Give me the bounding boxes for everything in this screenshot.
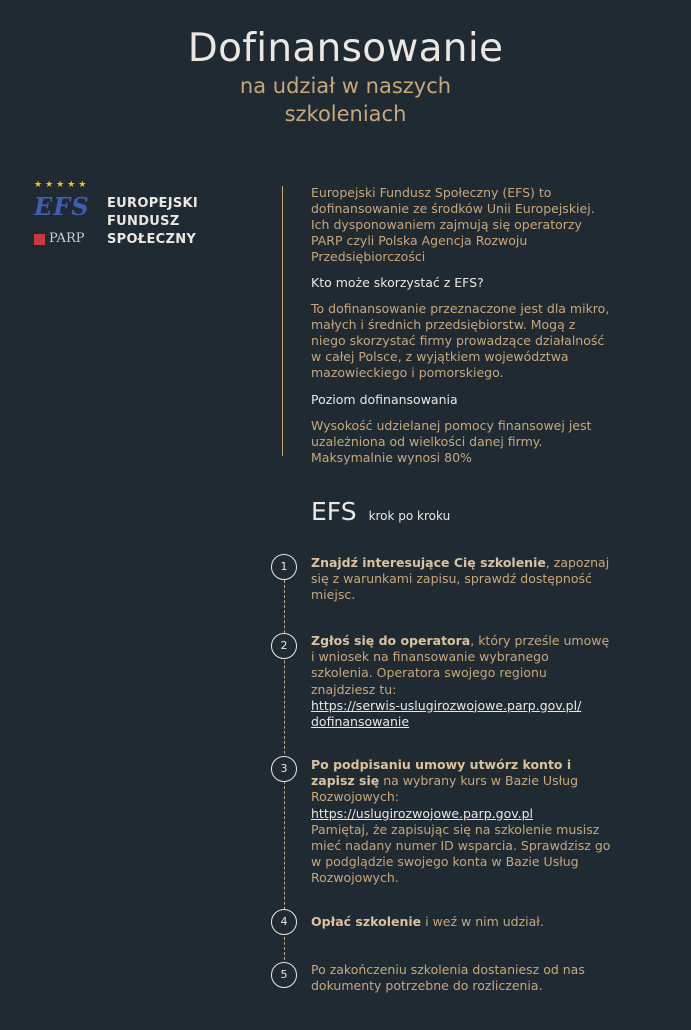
step-number-badge: 3 bbox=[271, 756, 297, 782]
step-bold: Po podpisaniu umowy utwórz konto i zapisz się bbox=[311, 757, 572, 789]
operator-link-line[interactable]: dofinansowanie bbox=[311, 714, 410, 730]
page-title: Dofinansowanie bbox=[187, 26, 504, 71]
info-who-text: To dofinansowanie przeznaczone jest dla mikro, małych i średnich przedsiębiorstw. Mogą z niego skorzystać firmy prowadzące działalność w całej Polsce, z wyjątkiem województwa mazowieckiego i pomorskiego. bbox=[311, 301, 610, 380]
step-number-badge: 1 bbox=[271, 554, 297, 580]
step-text: Po zakończeniu szkolenia dostaniesz od nas dokumenty potrzebne do rozliczenia. bbox=[311, 962, 585, 994]
efs-logo-words bbox=[107, 195, 198, 249]
efs-logo-mark: EFS bbox=[34, 192, 90, 221]
info-level-text: Wysokość udzielanej pomocy finansowej jest uzależniona od wielkości danej firmy. Maksymalnie wynosi 80% bbox=[311, 418, 592, 465]
step-number-badge: 5 bbox=[271, 962, 297, 988]
operator-link[interactable] bbox=[311, 698, 581, 730]
eu-stars-icon: ★★★★★ bbox=[34, 180, 90, 190]
steps-title-main: EFS bbox=[311, 497, 357, 526]
subtitle-line: na udział w naszych bbox=[239, 74, 452, 98]
step-2 bbox=[311, 633, 611, 730]
efs-logo-word: EUROPEJSKI bbox=[107, 196, 199, 211]
subtitle-line: szkoleniach bbox=[284, 102, 407, 126]
info-intro: Europejski Fundusz Społeczny (EFS) to dofinansowanie ze środków Unii Europejskiej. Ich dysponowaniem zajmują się operatorzy PARP czyli Polska Agencja Rozwoju Przedsiębiorczości bbox=[311, 185, 595, 264]
parp-logo-text: PARP bbox=[49, 231, 85, 246]
operator-link-line[interactable]: https://serwis-uslugirozwojowe.parp.gov.pl/ bbox=[311, 697, 582, 713]
step-4 bbox=[311, 914, 611, 930]
step-text-after: Pamiętaj, że zapisując się na szkolenie musisz mieć nadany numer ID wsparcia. Sprawdzisz go w podglądzie swojego konta w Bazie Usług Rozwojowych. bbox=[311, 821, 611, 886]
efs-logo-word: SPOŁECZNY bbox=[107, 232, 197, 247]
page-subtitle bbox=[0, 72, 691, 128]
step-number-badge: 2 bbox=[271, 633, 297, 659]
step-3 bbox=[311, 757, 611, 887]
info-heading-level: Poziom dofinansowania bbox=[311, 392, 458, 407]
step-1 bbox=[311, 555, 611, 604]
step-bold: Zgłoś się do operatora bbox=[311, 633, 471, 648]
bur-link[interactable]: https://uslugirozwojowe.parp.gov.pl bbox=[311, 805, 534, 821]
vertical-divider bbox=[282, 186, 283, 456]
step-text: , który prześle umowę i wniosek na finansowanie wybranego szkolenia. Operatora swojego regionu znajdziesz tu: bbox=[311, 633, 610, 697]
step-5 bbox=[311, 962, 611, 994]
step-text: na wybrany kurs w Bazie Usług Rozwojowych: bbox=[311, 773, 578, 805]
parp-logo-icon bbox=[34, 234, 45, 245]
steps-title bbox=[311, 497, 450, 526]
efs-logo-word: FUNDUSZ bbox=[107, 214, 180, 229]
step-bold: Znajdź interesujące Cię szkolenie bbox=[311, 555, 546, 570]
efs-logo bbox=[32, 180, 232, 260]
step-number-badge: 4 bbox=[271, 909, 297, 935]
efs-info bbox=[311, 185, 611, 466]
steps-title-suffix: krok po kroku bbox=[368, 509, 451, 523]
step-bold: Opłać szkolenie bbox=[311, 914, 422, 929]
step-text: , zapoznaj się z warunkami zapisu, sprawdź dostępność miejsc. bbox=[311, 555, 610, 603]
info-heading-who: Kto może skorzystać z EFS? bbox=[311, 275, 484, 290]
step-text: i weź w nim udział. bbox=[421, 914, 544, 929]
